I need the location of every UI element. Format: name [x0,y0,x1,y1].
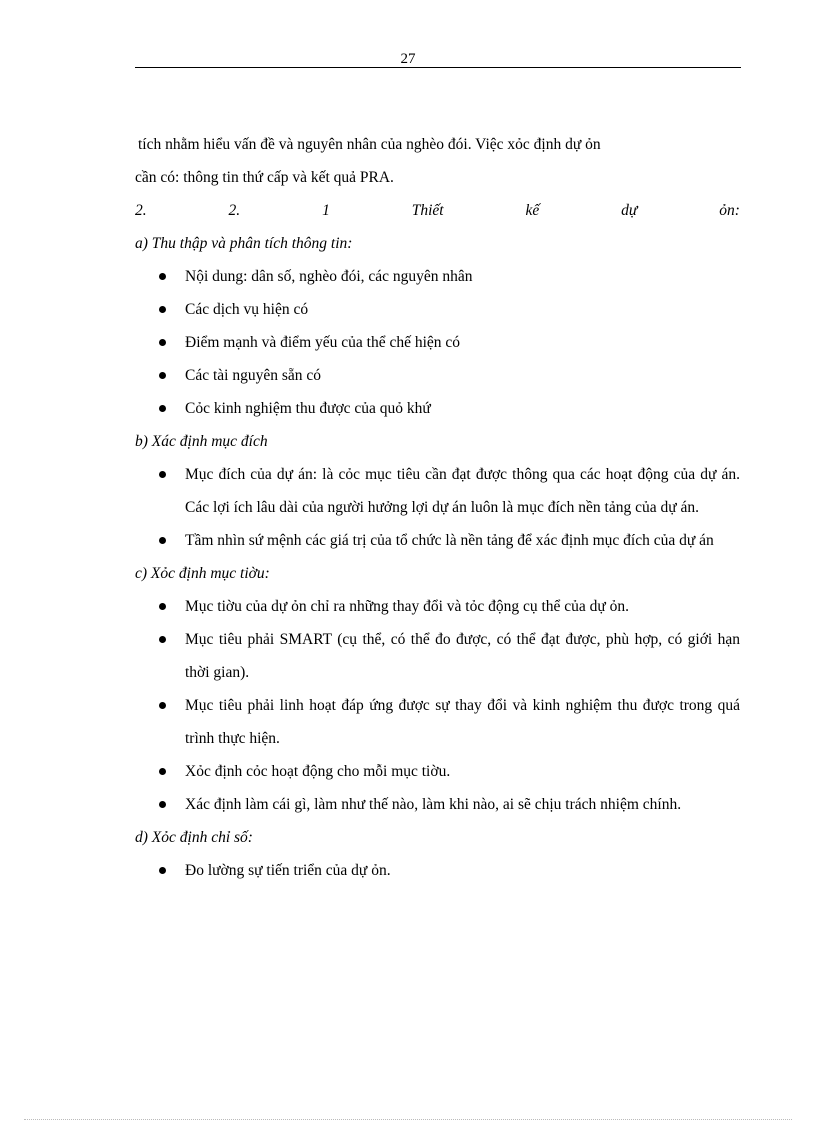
bullet-icon [159,306,166,313]
page-bottom-divider [24,1119,792,1120]
list-item [135,458,740,524]
list-item-text: Nội dung: dân số, nghèo đói, các nguyên nhân [185,268,473,285]
list-item-text: Mục đích của dự án: là cỏc mục tiêu cần đạt được thông qua các hoạt động của dự án. Các lợi ích lâu dài của người hưởng lợi dự án luôn là mục đích nền tảng của dự án. [185,466,740,516]
subheading-a: a) Thu thập và phân tích thông tin: [135,235,353,252]
page-number: 27 [400,51,416,67]
list-item [135,623,740,689]
list-c [135,590,740,821]
subheading-d: d) Xỏc định chỉ số: [135,829,253,846]
list-item-text: Xỏc định cỏc hoạt động cho mỗi mục tiờu. [185,763,451,780]
list-item [135,326,740,359]
list-item [135,854,740,887]
list-item [135,524,740,557]
list-item [135,260,740,293]
list-item-text: Mục tiờu của dự ỏn chỉ ra những thay đổi và tỏc động cụ thể của dự ỏn. [185,598,630,615]
section-word-4: ỏn: [719,202,740,219]
bullet-icon [159,537,166,544]
list-item-text: Cỏc kinh nghiệm thu được của quỏ khứ [185,400,431,417]
subheading-b: b) Xác định mục đích [135,433,268,450]
section-heading [135,194,740,227]
list-a [135,260,740,425]
list-item-text: Mục tiêu phải linh hoạt đáp ứng được sự thay đổi và kinh nghiệm thu được trong quá trình thực hiện. [185,697,740,747]
intro-line-2: cần có: thông tin thứ cấp và kết quả PRA. [135,169,394,186]
bullet-icon [159,339,166,346]
bullet-icon [159,801,166,808]
list-item [135,755,740,788]
section-num-1: 2. [135,202,147,219]
list-item [135,392,740,425]
bullet-icon [159,603,166,610]
list-b [135,458,740,557]
bullet-icon [159,471,166,478]
list-item [135,293,740,326]
bullet-icon [159,702,166,709]
list-item [135,590,740,623]
bullet-icon [159,372,166,379]
section-word-2: kế [525,202,540,219]
list-item-text: Tầm nhìn sứ mệnh các giá trị của tổ chức là nền tảng để xác định mục đích của dự án [185,532,714,549]
list-item-text: Điểm mạnh và điểm yếu của thể chế hiện có [185,334,461,351]
list-item-text: Mục tiêu phải SMART (cụ thể, có thể đo được, có thể đạt được, phù hợp, có giới hạn thời gian). [185,631,740,681]
list-item-text: Các tài nguyên sẵn có [185,367,322,384]
subheading-c: c) Xỏc định mục tiờu: [135,565,270,582]
page-content [135,128,740,887]
list-item [135,359,740,392]
section-num-2: 2. [228,202,241,219]
bullet-icon [159,636,166,643]
bullet-icon [159,768,166,775]
list-item-text: Đo lường sự tiến triển của dự ỏn. [185,862,391,879]
section-word-1: Thiết [411,202,444,219]
bullet-icon [159,273,166,280]
list-item [135,689,740,755]
intro-line-1: tích nhằm hiểu vấn đề và nguyên nhân của nghèo đói. Việc xỏc định dự ỏn [138,136,601,153]
list-item [135,788,740,821]
bullet-icon [159,405,166,412]
bullet-icon [159,867,166,874]
header-rule [135,67,741,68]
list-d [135,854,740,887]
section-word-3: dự [621,202,638,219]
section-num-3: 1 [322,202,330,219]
list-item-text: Các dịch vụ hiện có [185,301,309,318]
list-item-text: Xác định làm cái gì, làm như thế nào, làm khi nào, ai sẽ chịu trách nhiệm chính. [185,796,682,813]
